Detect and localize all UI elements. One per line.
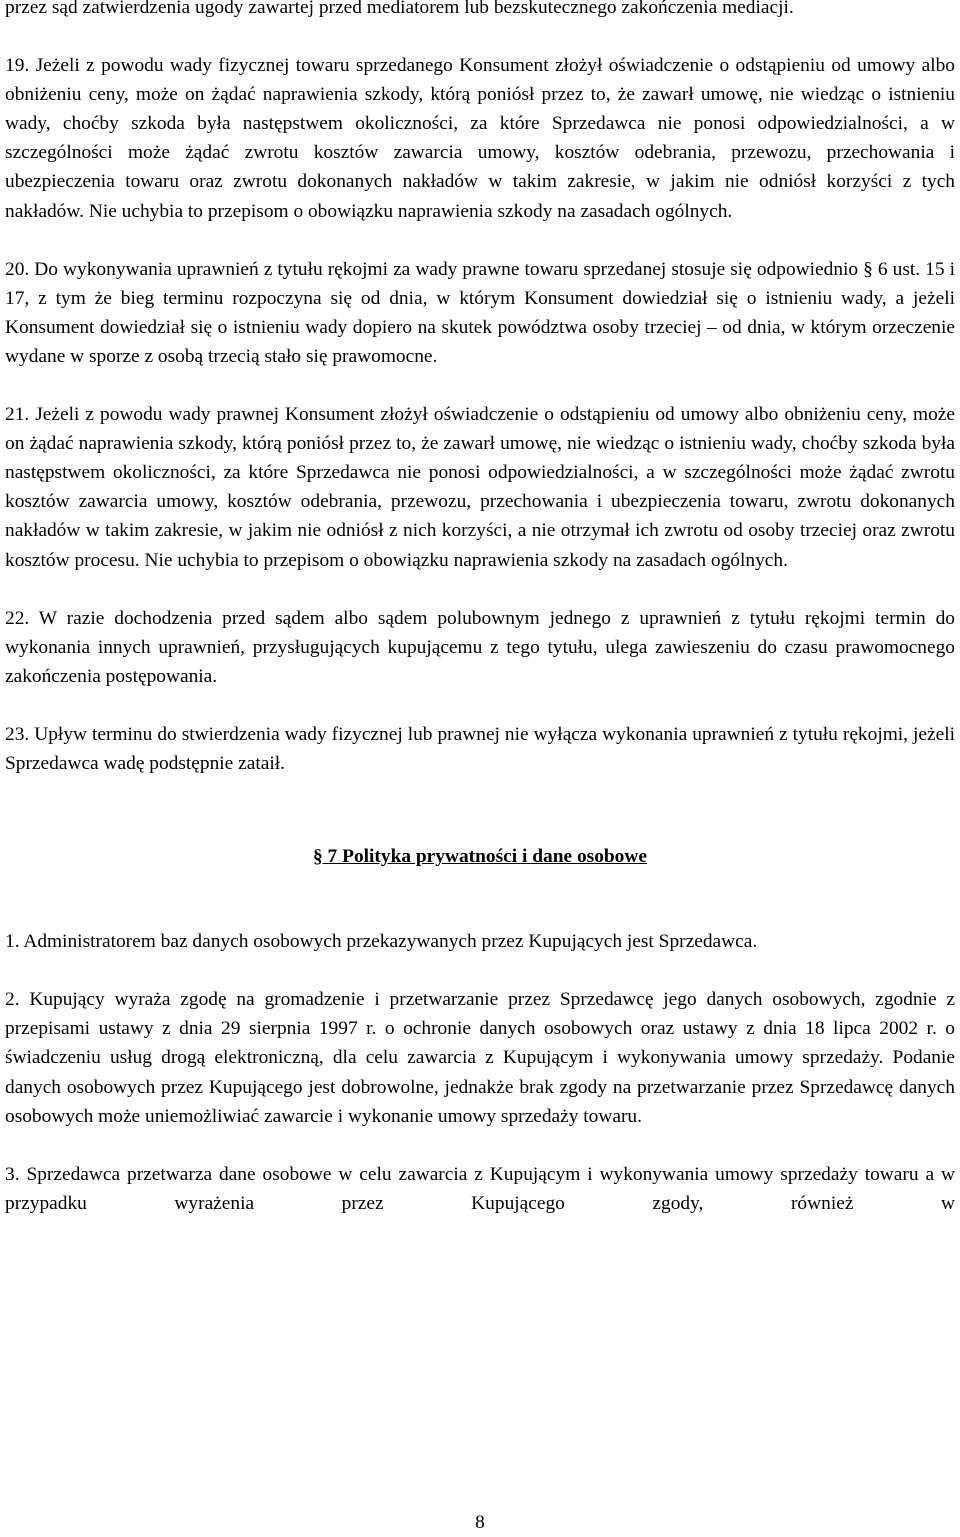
intro-paragraph: przez sąd zatwierdzenia ugody zawartej przed mediatorem lub bezskutecznego zakończenia mediacji. — [5, 0, 794, 18]
paragraph-23: 23. Upływ terminu do stwierdzenia wady fizycznej lub prawnej nie wyłącza wykonania uprawnień z tytułu rękojmi, jeżeli Sprzedawca wadę podstępnie zataił. — [5, 723, 955, 774]
paragraph-22: 22. W razie dochodzenia przed sądem albo sądem polubownym jednego z uprawnień z tytułu rękojmi termin do wykonania innych uprawnień, przysługujących kupującemu z tego tytułu, ulega zawieszeniu do czasu prawomocnego zakończenia postępowania. — [5, 607, 955, 687]
paragraph-20: 20. Do wykonywania uprawnień z tytułu rękojmi za wady prawne towaru sprzedanej stosuje się odpowiednio § 6 ust. 15 i 17, z tym że bieg terminu rozpoczyna się od dnia, w którym Konsument dowiedział się o istnieniu wady, a jeżeli Konsument dowiedział się o istnieniu wady dopiero na skutek powództwa osoby trzeciej – od dnia, w którym orzeczenie wydane w sporze z osobą trzecią stało się prawomocne. — [5, 258, 955, 367]
privacy-paragraph-2: 2. Kupujący wyraża zgodę na gromadzenie i przetwarzanie przez Sprzedawcę jego danych osobowych, zgodnie z przepisami ustawy z dnia 29 sierpnia 1997 r. o ochronie danych osobowych oraz ustawy z dnia 18 lipca 2002 r. o świadczeniu usług drogą elektroniczną, dla celu zawarcia z Kupującym i wykonywania umowy sprzedaży. Podanie danych osobowych przez Kupującego jest dobrowolne, jednakże brak zgody na przetwarzanie przez Sprzedawcę danych osobowych może uniemożliwiać zawarcie i wykonanie umowy sprzedaży towaru. — [5, 989, 955, 1127]
document-page — [5, 0, 955, 1218]
privacy-paragraph-1: 1. Administratorem baz danych osobowych przekazywanych przez Kupujących jest Sprzedawca. — [5, 931, 758, 953]
paragraph-19: 19. Jeżeli z powodu wady fizycznej towaru sprzedanego Konsument złożył oświadczenie o odstąpieniu od umowy albo obniżeniu ceny, może on żądać naprawienia szkody, którą poniósł przez to, że zawarł umowę, nie wiedząc o istnieniu wady, choćby szkoda była następstwem okoliczności, za które Sprzedawca nie ponosi odpowiedzialności, a w szczególności może żądać zwrotu kosztów zawarcia umowy, kosztów odebrania, przewozu, przechowania i ubezpieczenia towaru oraz zwrotu dokonanych nakładów w takim zakresie, w jakim nie odniósł korzyści z tych nakładów. Nie uchybia to przepisom o obowiązku naprawienia szkody na zasadach ogólnych. — [5, 55, 955, 222]
section-heading — [5, 842, 955, 871]
page-number: 8 — [475, 1512, 485, 1533]
paragraph-21: 21. Jeżeli z powodu wady prawnej Konsument złożył oświadczenie o odstąpieniu od umowy albo obniżeniu ceny, może on żądać naprawienia szkody, którą poniósł przez to, że zawarł umowę, nie wiedząc o istnieniu wady, choćby szkoda była następstwem okoliczności, za które Sprzedawca nie ponosi odpowiedzialności, a w szczególności może żądać zwrotu kosztów zawarcia umowy, kosztów odebrania, przewozu, przechowania i ubezpieczenia towaru, zwrotu dokonanych nakładów w takim zakresie, w jakim nie odniósł z nich korzyści, a nie otrzymał ich zwrotu od osoby trzeciej oraz zwrotu kosztów procesu. Nie uchybia to przepisom o obowiązku naprawienia szkody na zasadach ogólnych. — [5, 404, 955, 571]
section-heading-text: § 7 Polityka prywatności i dane osobowe — [313, 846, 647, 868]
privacy-paragraph-3: 3. Sprzedawca przetwarza dane osobowe w celu zawarcia z Kupującym i wykonywania umowy sprzedaży towaru a w przypadku wyrażenia przez Kupującego zgody, również w — [5, 1163, 955, 1214]
